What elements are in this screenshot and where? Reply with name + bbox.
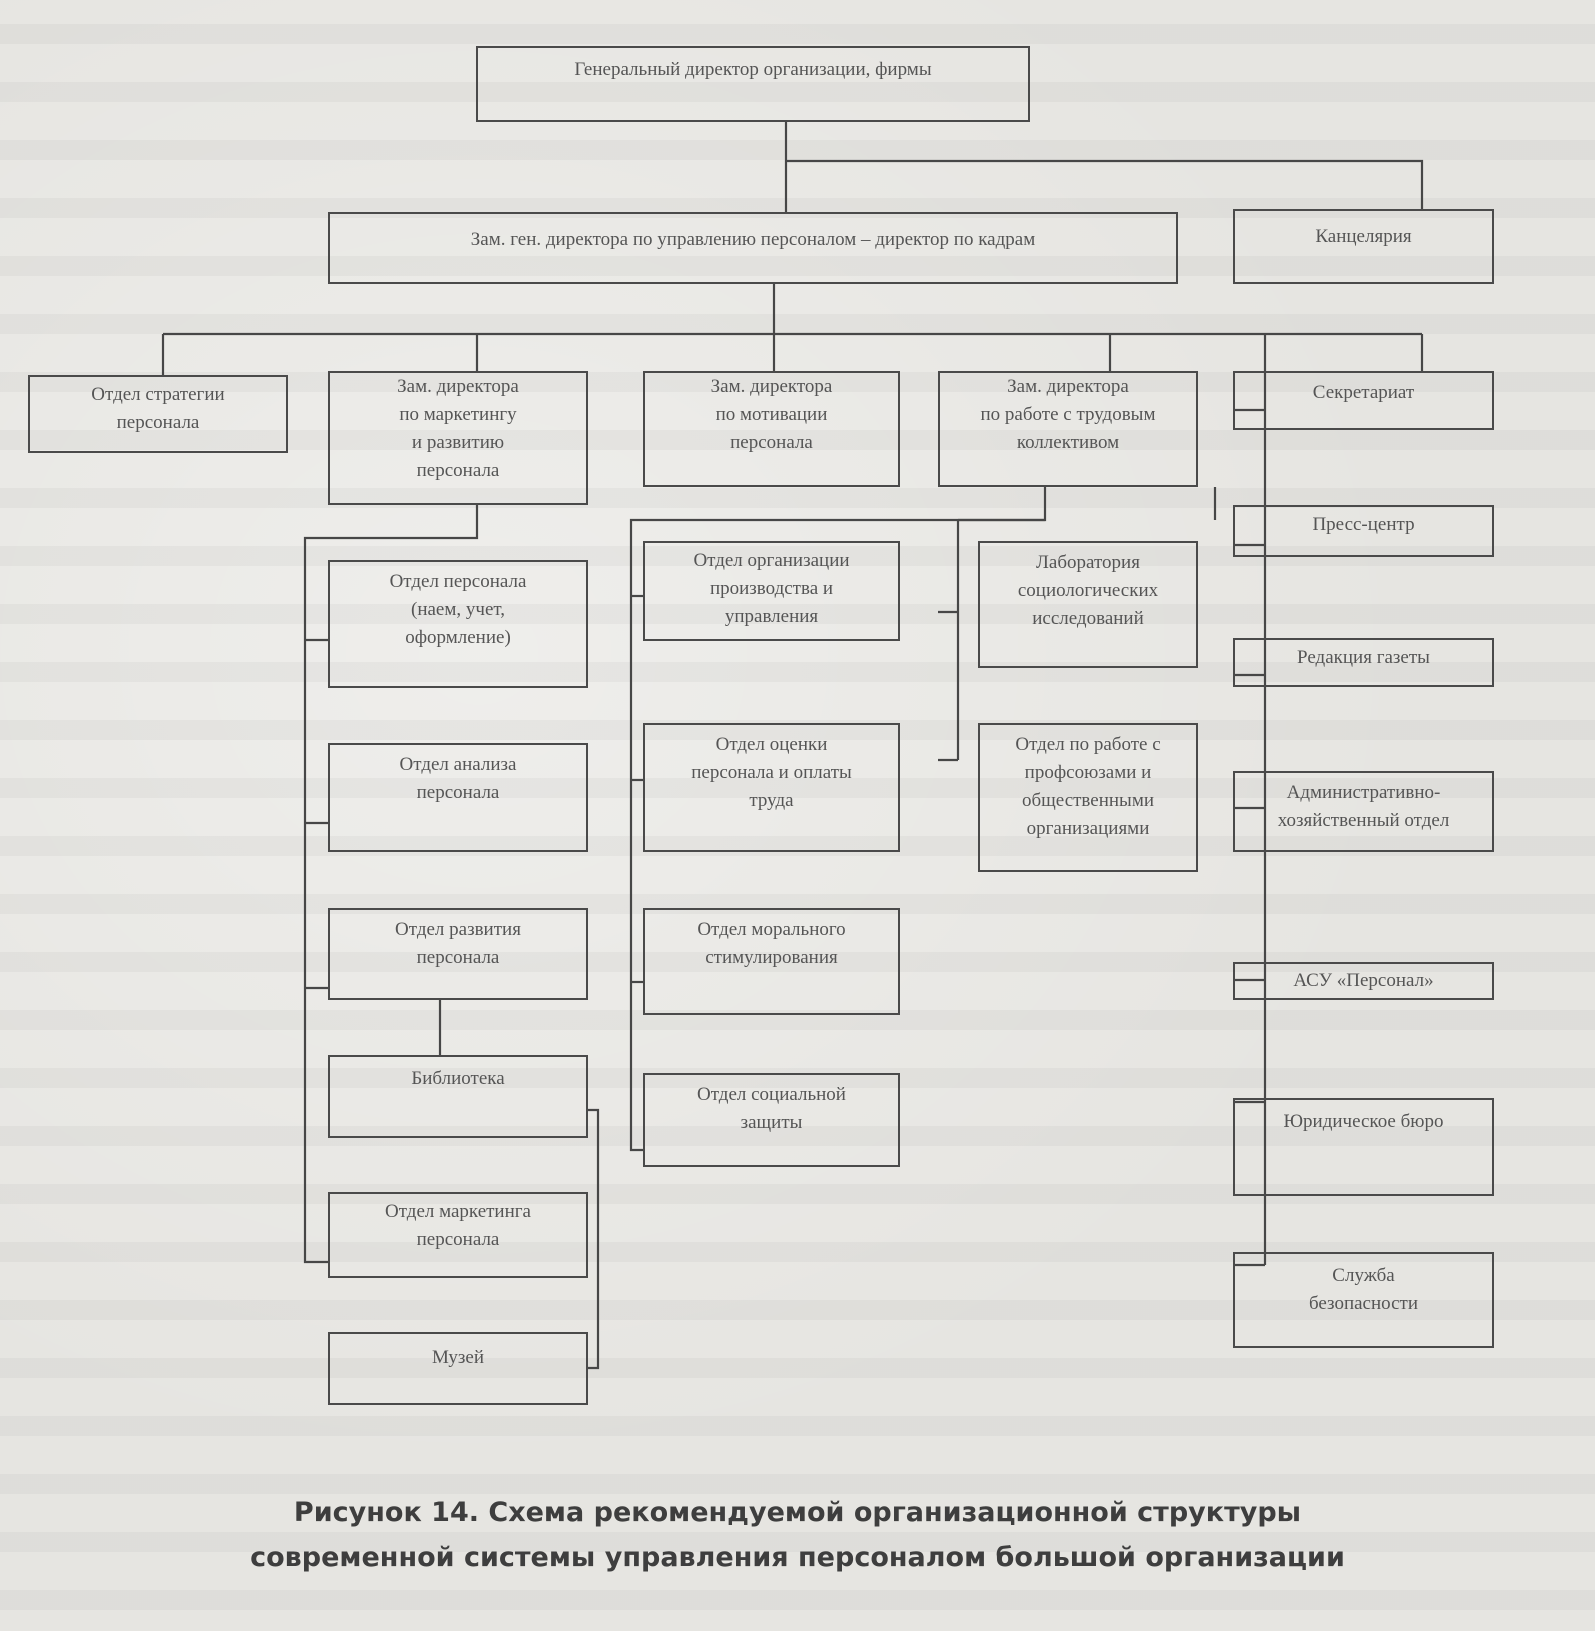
- security-service-box: [1233, 1252, 1494, 1348]
- box-label: Пресс-центр: [1312, 514, 1415, 535]
- box-label: АСУ «Персонал»: [1293, 970, 1434, 991]
- box-label: по мотивации: [715, 404, 828, 425]
- hr-asu-box: [1233, 962, 1494, 1000]
- unions-dept-box: [978, 723, 1198, 872]
- secretariat-box: [1233, 371, 1494, 430]
- deputy-motivation-box: [643, 371, 900, 487]
- box-label: Отдел организации: [693, 550, 850, 571]
- box-label: персонала: [416, 1229, 500, 1250]
- box-label: Зам. директора: [397, 376, 519, 397]
- box-label: Лаборатория: [1036, 552, 1140, 573]
- box-label: безопасности: [1308, 1293, 1419, 1314]
- figure-caption-line-1: Рисунок 14. Схема рекомендуемой организационной структуры: [293, 1497, 1302, 1528]
- box-label: Отдел стратегии: [91, 384, 225, 405]
- box-label: персонала: [730, 432, 813, 453]
- box-label: Административно-: [1286, 782, 1441, 803]
- box-label: Канцелярия: [1315, 226, 1412, 247]
- press-center-box: [1233, 505, 1494, 557]
- strategy-dept-box: [28, 375, 288, 453]
- admin-dept-box: [1233, 771, 1494, 852]
- box-label: по маркетингу: [399, 404, 517, 425]
- box-label: Зам. директора: [1007, 376, 1129, 397]
- box-label: оформление): [405, 627, 511, 648]
- moral-incentives-dept-box: [643, 908, 900, 1015]
- box-label: труда: [749, 790, 794, 811]
- production-org-dept-box: [643, 541, 900, 641]
- box-label: и развитию: [411, 432, 505, 453]
- figure-caption-line-2: современной системы управления персоналом большой организации: [250, 1542, 1345, 1573]
- box-label: Секретариат: [1312, 382, 1415, 403]
- museum-box: [328, 1332, 588, 1405]
- box-label: персонала и оплаты: [691, 762, 852, 783]
- box-label: Зам. директора: [710, 376, 833, 397]
- deputy-labor-box: [938, 371, 1198, 487]
- sociology-lab-box: [978, 541, 1198, 668]
- box-label: Отдел социальной: [697, 1084, 846, 1105]
- box-label: хозяйственный отдел: [1277, 810, 1450, 831]
- box-label: Отдел персонала: [389, 571, 527, 592]
- library-box: [328, 1055, 588, 1138]
- newspaper-editorial-box: [1233, 638, 1494, 687]
- connector-museum-bracket: [588, 1110, 598, 1368]
- box-label: Отдел маркетинга: [385, 1201, 531, 1222]
- marketing-dept-box: [328, 1192, 588, 1278]
- box-label: персонала: [416, 947, 500, 968]
- box-label: Отдел оценки: [715, 734, 828, 755]
- chancellery-box: [1233, 209, 1494, 284]
- box-label: управления: [724, 606, 819, 627]
- box-label: Редакция газеты: [1297, 647, 1430, 668]
- ceo-box: [476, 46, 1030, 122]
- deputy-marketing-box: [328, 371, 588, 505]
- box-label: Отдел по работе с: [1015, 734, 1161, 755]
- box-label: персонала: [416, 782, 500, 803]
- box-label: Юридическое бюро: [1283, 1111, 1444, 1132]
- box-label: Служба: [1332, 1265, 1395, 1286]
- social-protection-dept-box: [643, 1073, 900, 1167]
- box-label: по работе с трудовым: [980, 404, 1156, 425]
- box-label: Генеральный директор организации, фирмы: [574, 59, 932, 80]
- box-label: персонала: [416, 460, 500, 481]
- legal-bureau-box: [1233, 1098, 1494, 1196]
- box-label: Отдел развития: [395, 919, 521, 940]
- box-label: коллективом: [1016, 432, 1120, 453]
- box-label: Зам. ген. директора по управлению персоналом – директор по кадрам: [470, 229, 1036, 250]
- box-label: организациями: [1026, 818, 1150, 839]
- hr-director-box: [328, 212, 1178, 284]
- box-label: защиты: [740, 1112, 803, 1133]
- box-label: Музей: [431, 1347, 485, 1368]
- analysis-dept-box: [328, 743, 588, 852]
- box-label: (наем, учет,: [411, 599, 505, 620]
- box-label: Отдел морального: [697, 919, 846, 940]
- box-label: Библиотека: [411, 1068, 505, 1089]
- personnel-dept-box: [328, 560, 588, 688]
- box-label: стимулирования: [705, 947, 838, 968]
- evaluation-pay-dept-box: [643, 723, 900, 852]
- box-label: общественными: [1021, 790, 1155, 811]
- box-label: социологических: [1017, 580, 1159, 601]
- development-dept-box: [328, 908, 588, 1000]
- connector-top-branch: [786, 161, 1422, 209]
- box-label: производства и: [709, 578, 834, 599]
- box-label: персонала: [116, 412, 200, 433]
- box-label: профсоюзами и: [1024, 762, 1152, 783]
- box-label: исследований: [1032, 608, 1144, 629]
- box-label: Отдел анализа: [399, 754, 517, 775]
